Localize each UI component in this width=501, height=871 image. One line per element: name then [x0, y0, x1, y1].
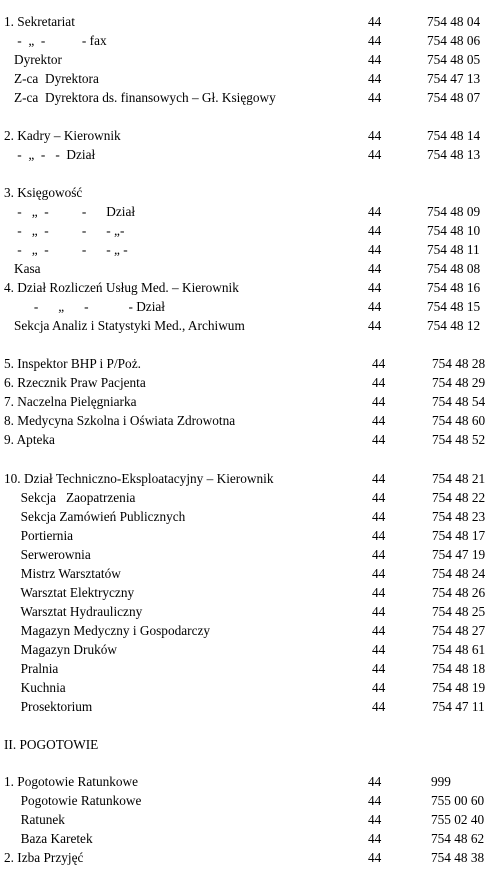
entry-label: 1. Pogotowie Ratunkowe: [4, 774, 139, 789]
phone-number: 754 48 27: [432, 623, 486, 638]
area-code: 44: [372, 661, 386, 676]
directory-row: [0, 411, 501, 430]
phone-number: 754 48 17: [432, 528, 486, 543]
area-code: 44: [368, 204, 382, 219]
entry-label: 3. Księgowość: [4, 185, 83, 200]
phone-number: 754 48 26: [432, 585, 486, 600]
directory-row: [0, 259, 501, 278]
directory-row: [0, 297, 501, 316]
entry-label: 7. Naczelna Pielęgniarka: [4, 394, 137, 409]
phone-number: 754 48 22: [432, 490, 486, 505]
entry-label: 8. Medycyna Szkolna i Oświata Zdrowotna: [4, 413, 236, 428]
directory-row: [0, 31, 501, 50]
area-code: 44: [372, 432, 386, 447]
entry-label: - „ - - Dział: [4, 147, 96, 162]
directory-row: [0, 354, 501, 373]
area-code: 44: [372, 604, 386, 619]
directory-row: [0, 678, 501, 697]
phone-number: 754 48 38: [431, 850, 485, 865]
phone-number: 754 48 25: [432, 604, 486, 619]
directory-row: [0, 145, 501, 164]
directory-row: [0, 88, 501, 107]
area-code: 44: [372, 509, 386, 524]
phone-number: 754 48 28: [432, 356, 486, 371]
entry-label: Dyrektor: [4, 52, 62, 67]
directory-row: [0, 602, 501, 621]
entry-label: 10. Dział Techniczno-Eksploatacyjny – Kierownik: [4, 471, 274, 486]
entry-label: 6. Rzecznik Praw Pacjenta: [4, 375, 146, 390]
phone-number: 754 48 10: [427, 223, 481, 238]
area-code: 44: [372, 375, 386, 390]
directory-row: [0, 392, 501, 411]
phone-number: 754 48 60: [432, 413, 486, 428]
area-code: 44: [368, 850, 382, 865]
area-code: 44: [372, 680, 386, 695]
phone-number: 754 48 05: [427, 52, 481, 67]
directory-row: [0, 126, 501, 145]
directory-row: [0, 829, 501, 848]
area-code: 44: [368, 33, 382, 48]
directory-row: [0, 697, 501, 716]
directory-row: [0, 640, 501, 659]
entry-label: 5. Inspektor BHP i P/Poż.: [4, 356, 141, 371]
phone-number: 754 48 18: [432, 661, 486, 676]
phone-number: 754 47 11: [432, 699, 485, 714]
entry-label: Magazyn Druków: [4, 642, 117, 657]
directory-row: [0, 621, 501, 640]
phone-number: 754 48 08: [427, 261, 481, 276]
directory-row: [0, 183, 501, 202]
area-code: 44: [368, 52, 382, 67]
phone-number: 754 48 52: [432, 432, 486, 447]
area-code: 44: [372, 490, 386, 505]
directory-row: [0, 221, 501, 240]
directory-row: [0, 430, 501, 449]
entry-label: 2. Kadry – Kierownik: [4, 128, 121, 143]
area-code: 44: [368, 128, 382, 143]
directory-row: [0, 791, 501, 810]
phone-number: 754 48 61: [432, 642, 486, 657]
entry-label: Pralnia: [4, 661, 59, 676]
area-code: 44: [372, 566, 386, 581]
entry-label: Baza Karetek: [4, 831, 93, 846]
entry-label: Sekcja Zaopatrzenia: [4, 490, 136, 505]
entry-label: 2. Izba Przyjęć: [4, 850, 84, 865]
phone-number: 754 48 24: [432, 566, 486, 581]
phone-number: 754 48 04: [427, 14, 481, 29]
phone-number: 754 48 62: [431, 831, 485, 846]
area-code: 44: [368, 774, 382, 789]
phone-number: 754 48 29: [432, 375, 486, 390]
area-code: 44: [368, 280, 382, 295]
area-code: 44: [368, 299, 382, 314]
entry-label: Z-ca Dyrektora ds. finansowych – Gł. Księgowy: [4, 90, 276, 105]
directory-row: [0, 507, 501, 526]
directory-row: [0, 469, 501, 488]
phone-number: 754 48 11: [427, 242, 480, 257]
area-code: 44: [368, 71, 382, 86]
directory-row: [0, 564, 501, 583]
phone-number: 754 48 23: [432, 509, 486, 524]
area-code: 44: [368, 812, 382, 827]
entry-label: 4. Dział Rozliczeń Usług Med. – Kierownik: [4, 280, 239, 295]
area-code: 44: [372, 585, 386, 600]
phone-number: 755 00 60: [431, 793, 485, 808]
phone-number: 754 48 54: [432, 394, 486, 409]
entry-label: - „ - - Dział: [4, 204, 136, 219]
directory-row: [0, 659, 501, 678]
directory-row: [0, 488, 501, 507]
phone-number: 754 48 15: [427, 299, 481, 314]
directory-row: [0, 810, 501, 829]
directory-row: [0, 545, 501, 564]
entry-label: Portiernia: [4, 528, 74, 543]
directory-row: [0, 69, 501, 88]
directory-row: [0, 12, 501, 31]
area-code: 44: [372, 547, 386, 562]
directory-row: [0, 373, 501, 392]
area-code: 44: [368, 14, 382, 29]
directory-row: [0, 526, 501, 545]
phone-number: 755 02 40: [431, 812, 485, 827]
entry-label: Kuchnia: [4, 680, 66, 695]
area-code: 44: [368, 318, 382, 333]
entry-label: Mistrz Warsztatów: [4, 566, 121, 581]
area-code: 44: [372, 471, 386, 486]
phone-number: 754 48 19: [432, 680, 486, 695]
entry-label: - „ - - Dział: [4, 299, 166, 314]
area-code: 44: [368, 90, 382, 105]
entry-label: Prosektorium: [4, 699, 93, 714]
directory-row: [0, 240, 501, 259]
directory-row: [0, 583, 501, 602]
area-code: 44: [372, 394, 386, 409]
entry-label: 1. Sekretariat: [4, 14, 75, 29]
phone-number: 754 48 14: [427, 128, 481, 143]
entry-label: Warsztat Elektryczny: [4, 585, 135, 600]
area-code: 44: [368, 242, 382, 257]
area-code: 44: [368, 223, 382, 238]
entry-label: Sekcja Zamówień Publicznych: [4, 509, 186, 524]
entry-label: Serwerownia: [4, 547, 91, 562]
section-heading: II. POGOTOWIE: [4, 737, 99, 752]
directory-row: [0, 202, 501, 221]
entry-label: Kasa: [4, 261, 41, 276]
phone-number: 754 48 16: [427, 280, 481, 295]
directory-row: [0, 848, 501, 867]
phone-number: 754 48 21: [432, 471, 486, 486]
phone-number: 754 47 19: [432, 547, 486, 562]
entry-label: Pogotowie Ratunkowe: [4, 793, 142, 808]
entry-label: Z-ca Dyrektora: [4, 71, 99, 86]
directory-row: [0, 50, 501, 69]
entry-label: Ratunek: [4, 812, 65, 827]
area-code: 44: [372, 642, 386, 657]
phone-number: 754 48 09: [427, 204, 481, 219]
phone-number: 999: [431, 774, 451, 789]
area-code: 44: [368, 261, 382, 276]
area-code: 44: [372, 623, 386, 638]
area-code: 44: [368, 831, 382, 846]
area-code: 44: [372, 356, 386, 371]
entry-label: 9. Apteka: [4, 432, 55, 447]
entry-label: - „ - - - „-: [4, 223, 125, 238]
area-code: 44: [372, 699, 386, 714]
phone-number: 754 48 07: [427, 90, 481, 105]
area-code: 44: [368, 147, 382, 162]
entry-label: Sekcja Analiz i Statystyki Med., Archiwum: [4, 318, 245, 333]
area-code: 44: [372, 413, 386, 428]
entry-label: Magazyn Medyczny i Gospodarczy: [4, 623, 211, 638]
directory-row: [0, 278, 501, 297]
directory-row: [0, 772, 501, 791]
phone-number: 754 47 13: [427, 71, 481, 86]
entry-label: - „ - - fax: [4, 33, 107, 48]
entry-label: Warsztat Hydrauliczny: [4, 604, 143, 619]
phone-number: 754 48 13: [427, 147, 481, 162]
area-code: 44: [368, 793, 382, 808]
directory-row: [0, 316, 501, 335]
phone-number: 754 48 06: [427, 33, 481, 48]
entry-label: - „ - - - „ -: [4, 242, 128, 257]
phone-number: 754 48 12: [427, 318, 481, 333]
area-code: 44: [372, 528, 386, 543]
